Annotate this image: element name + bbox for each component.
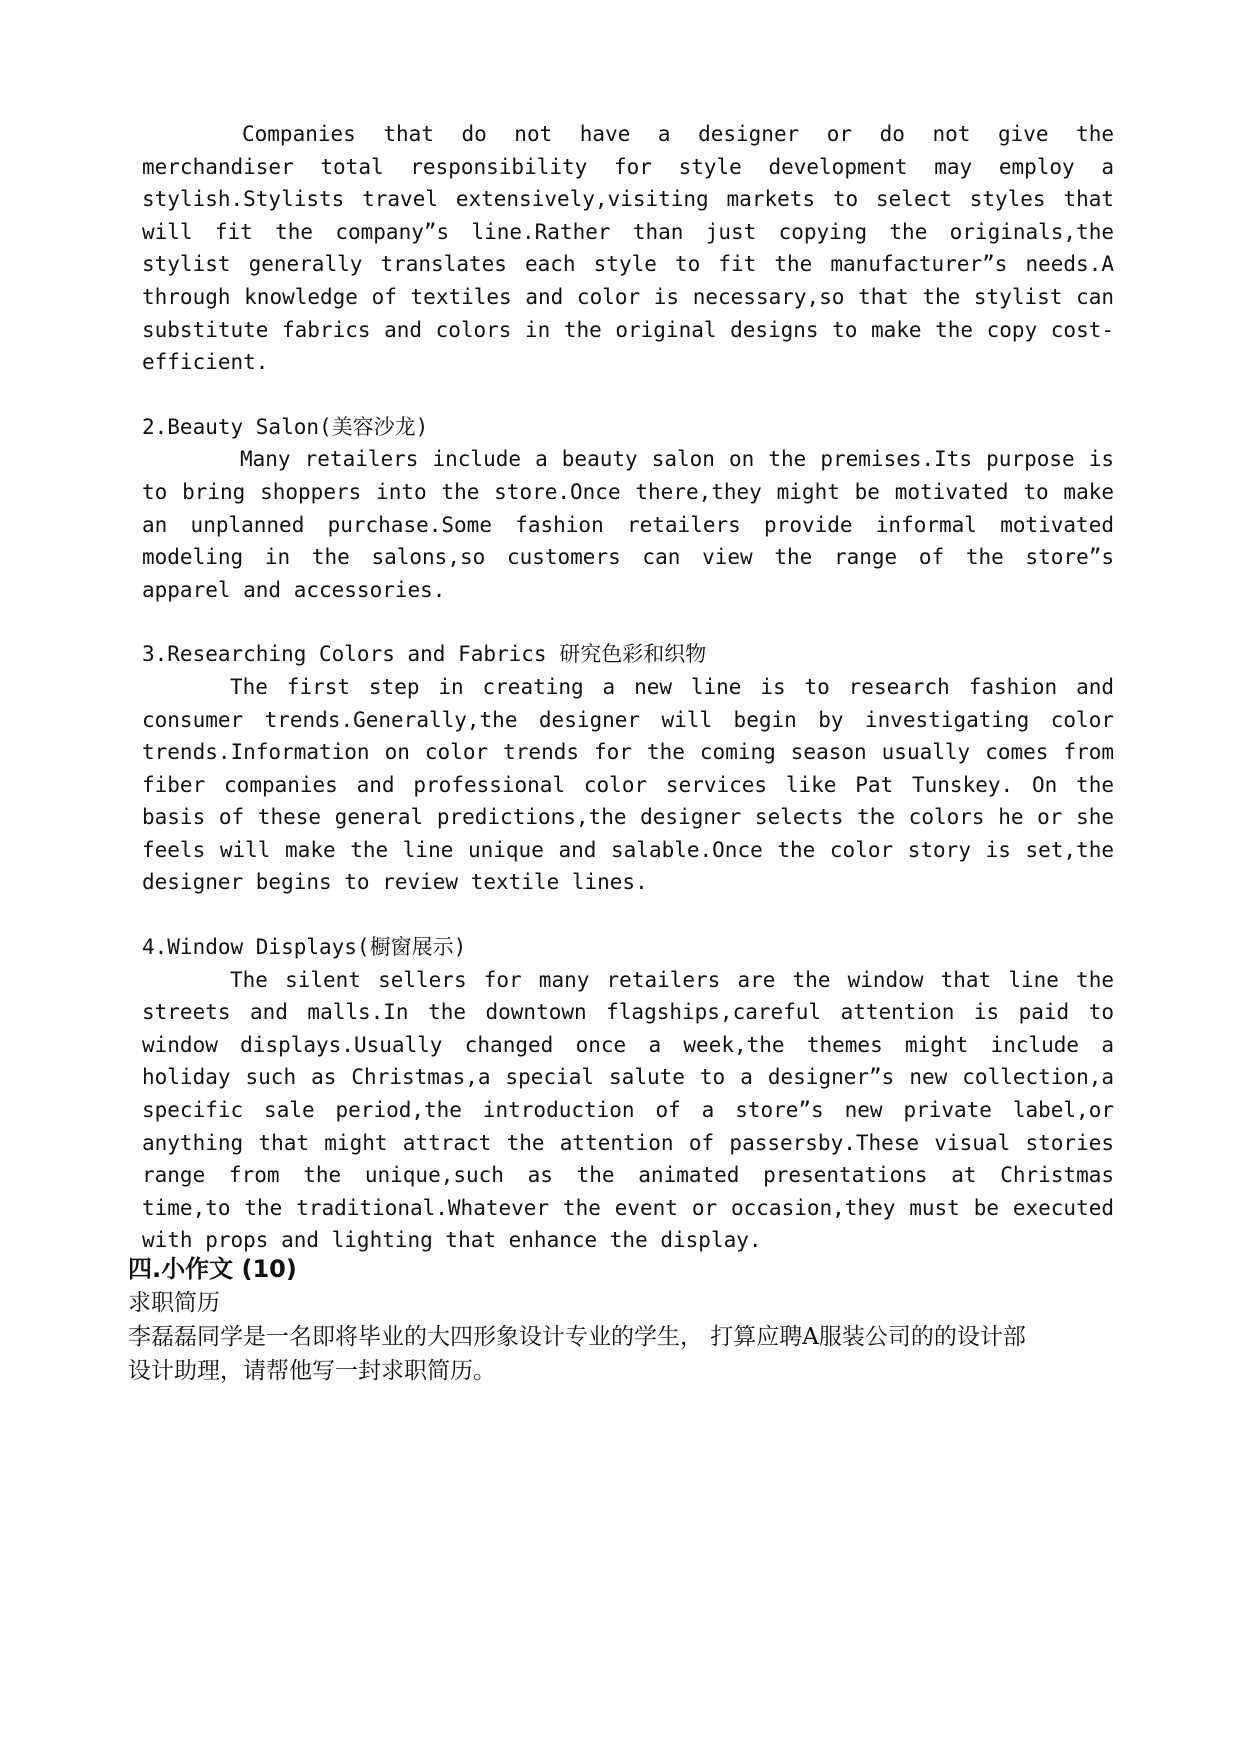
beauty-salon-heading: 2.Beauty Salon(美容沙龙): [142, 414, 429, 439]
research-paragraph: The first step in creating a new line is to research fashion and consumer trends.Generally,the designer will begin by investigating color trends.Information on color trends for the coming season usually comes from fiber companies and professional color services like Pat Tunskey. On the basis of these general predictions,the designer selects the colors he or she feels will make the line unique and salable.Once the color story is set,the designer begins to review textile lines.: [142, 674, 1114, 895]
window-displays-paragraph: The silent sellers for many retailers are the window that line the streets and malls.In the downtown flagships,careful attention is paid to window displays.Usually changed once a week,the themes might include a holiday such as Christmas,a special salute to a designer”s new collection,a specific sale period,the introduction of a store”s new private label,or anything that might attract the attention of passersby.These visual stories range from the unique,such as the animated presentations at Christmas time,to the traditional.Whatever the event or occasion,they must be executed with props and lighting that enhance the display.: [142, 967, 1114, 1253]
essay-prompt-line-1: 李磊磊同学是一名即将毕业的大四形象设计专业的学生， 打算应聘A服装公司的的设计部: [128, 1324, 1026, 1350]
essay-heading: 四.小作文 (10): [128, 1255, 297, 1283]
essay-subtitle: 求职简历: [128, 1290, 220, 1316]
essay-prompt-line-2: 设计助理，请帮他写一封求职简历。: [128, 1358, 496, 1384]
window-displays-heading: 4.Window Displays(橱窗展示): [142, 935, 467, 960]
beauty-salon-paragraph: Many retailers include a beauty salon on the premises.Its purpose is to bring shoppers into the store.Once there,they might be motivated to make an unplanned purchase.Some fashion retailers provide informal motivated modeling in the salons,so customers can view the range of the store”s apparel and accessories.: [142, 447, 1114, 602]
stylist-paragraph: Companies that do not have a designer or do not give the merchandiser total responsibility for style development may employ a stylish.Stylists travel extensively,visiting markets to select styles that will fit the company”s line.Rather than just copying the originals,the stylist generally translates each style to fit the manufacturer”s needs.A through knowledge of textiles and color is necessary,so that the stylist can substitute fabrics and colors in the original designs to make the copy cost-efficient.: [142, 122, 1114, 375]
research-heading: 3.Researching Colors and Fabrics 研究色彩和织物: [142, 642, 707, 667]
english-passages: [142, 118, 1114, 1257]
essay-section: [128, 1252, 1118, 1388]
